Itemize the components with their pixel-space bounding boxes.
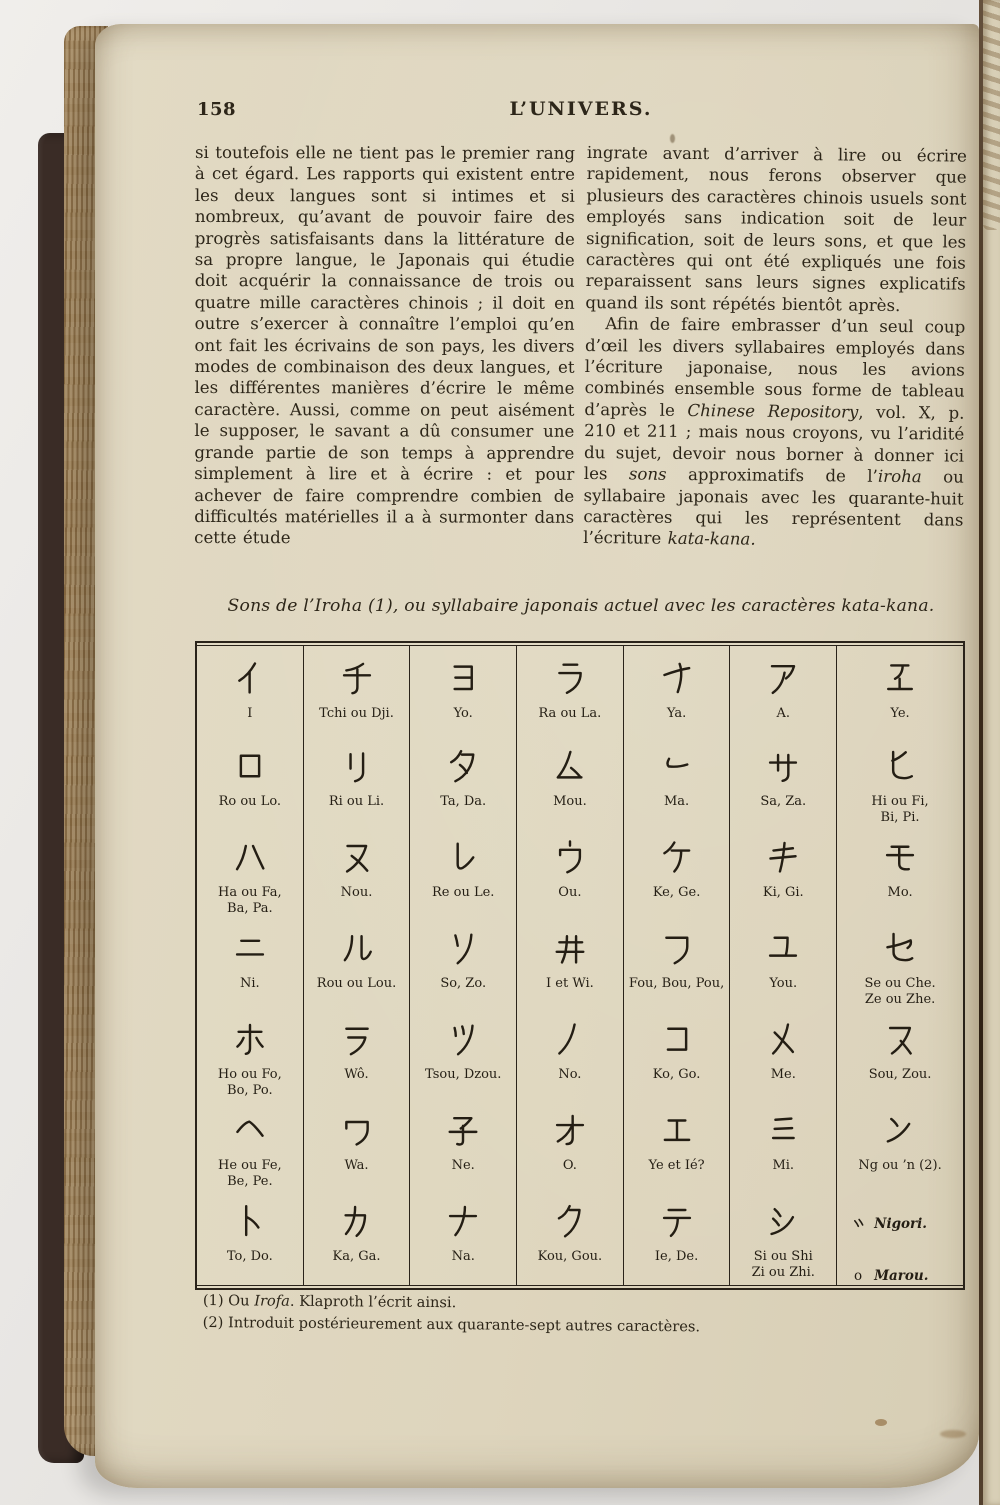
kana-label: Wa. <box>344 1158 369 1173</box>
kana-label: Ma. <box>663 794 690 809</box>
kana-cell <box>410 1098 517 1189</box>
kana-cell <box>304 1007 411 1098</box>
kana-glyph <box>837 657 963 699</box>
next-page-mottled-top <box>983 0 1000 230</box>
kana-glyph <box>837 927 963 969</box>
kana-glyph <box>197 836 303 878</box>
kana-cell <box>517 1007 624 1098</box>
kana-glyph <box>410 836 516 878</box>
kana-cell <box>517 916 624 1007</box>
kana-glyph <box>624 927 730 969</box>
paragraph: ingrate avant d’arriver à lire ou écrire rapidement, nous ferons observer que plusieurs des caractères chinois usuels sont employés sans indication soit de leur signification, soit de leurs sons, et que les caractères qui ont été expliqués une fois reparaissent sans leurs signes explicatifs quand ils sont répétés bientôt après. <box>585 142 967 315</box>
kana-label: Me. <box>770 1067 796 1082</box>
kana-cell <box>837 646 963 734</box>
table-caption: Sons de l’Iroha (1), ou syllabaire japonais actuel avec les caractères kata-kana. <box>227 596 935 616</box>
kana-cell <box>410 1189 517 1285</box>
kana-label: To, Do. <box>226 1249 273 1264</box>
kana-label: Tsou, Dzou. <box>424 1067 502 1082</box>
kana-cell <box>624 916 731 1007</box>
kana-label: Hi ou Fi, Bi, Pi. <box>871 794 929 825</box>
paper-stain <box>940 1430 966 1438</box>
kana-glyph <box>730 1109 836 1151</box>
kana-label: Ng ou ’n (2). <box>858 1158 942 1173</box>
kana-glyph <box>197 1200 303 1242</box>
diacritic-entry <box>849 1267 963 1285</box>
kana-label: Ko, Go. <box>652 1067 701 1082</box>
kana-glyph <box>837 836 963 878</box>
kana-glyph <box>304 657 410 699</box>
kana-label: Re ou Le. <box>432 885 495 900</box>
kana-cell <box>410 734 517 825</box>
kana-label: Ro ou Lo. <box>218 794 282 809</box>
kana-cell <box>730 734 837 825</box>
kana-label: Ka, Ga. <box>332 1249 381 1264</box>
kana-glyph <box>730 836 836 878</box>
kana-cell <box>410 1007 517 1098</box>
kana-table-grid <box>197 645 963 1286</box>
kana-label: Mou. <box>553 794 587 809</box>
kana-cell <box>730 1189 837 1285</box>
kana-label: Fou, Bou, Pou, <box>628 976 725 991</box>
kana-label: Ho ou Fo, Bo, Po. <box>217 1067 282 1098</box>
kana-label: Sou, Zou. <box>868 1067 932 1082</box>
kana-glyph <box>197 657 303 699</box>
text-columns <box>195 142 967 549</box>
kana-label: Ki, Gi. <box>762 885 804 900</box>
kana-label: Ie, De. <box>654 1249 699 1264</box>
kana-label: Si ou Shi Zi ou Zhi. <box>751 1249 815 1280</box>
kana-glyph <box>517 1200 623 1242</box>
kana-cell <box>304 825 411 916</box>
kana-glyph <box>410 657 516 699</box>
kana-cell <box>304 646 411 734</box>
kana-label: Kou, Gou. <box>537 1249 603 1264</box>
diacritic-label: Marou. <box>874 1268 929 1284</box>
kana-cell <box>837 734 963 825</box>
kana-label: He ou Fe, Be, Pe. <box>218 1158 282 1189</box>
kana-cell <box>517 1189 624 1285</box>
kana-cell <box>410 916 517 1007</box>
kana-table-border <box>195 641 965 1290</box>
kana-glyph <box>410 1200 516 1242</box>
kana-label: Ou. <box>558 885 582 900</box>
paper-stain <box>875 1419 887 1426</box>
paragraph: si toutefois elle ne tient pas le premier rang à cet égard. Les rapports qui existent entre les deux langues sont si intimes et si nombreux, qu’avant de pouvoir faire des progrès satisfaisants dans la littérature de sa propre langue, le Japonais qui étudie doit acquérir la connaissance de trois ou quatre mille caractères chinois ; il doit en outre s’exercer à connaître l’emploi qu’en ont fait les écrivains de son pays, les divers modes de combinaison des deux langues, et les différentes manières d’écrire le même caractère. Aussi, comme on peut aisément le supposer, le savant a dû consumer une grande partie de son temps à apprendre simplement à lire et à écrire : et pour achever de faire comprendre combien de difficultés matérielles il a à surmonter dans cette étude <box>194 143 575 548</box>
kana-cell <box>197 734 304 825</box>
kana-label: Tchi ou Dji. <box>319 706 394 721</box>
kana-glyph <box>624 1018 730 1060</box>
kana-cell <box>197 646 304 734</box>
kana-glyph <box>624 1109 730 1151</box>
book-gutter-shadow <box>979 0 983 1505</box>
kana-glyph <box>410 1109 516 1151</box>
kana-glyph <box>304 1200 410 1242</box>
kana-cell <box>730 916 837 1007</box>
kana-glyph <box>837 745 963 787</box>
kana-cell <box>837 825 963 916</box>
kana-glyph <box>730 657 836 699</box>
kana-glyph <box>624 1200 730 1242</box>
kana-glyph <box>304 1018 410 1060</box>
kana-cell <box>517 646 624 734</box>
kana-cell <box>624 1098 731 1189</box>
kana-cell <box>304 916 411 1007</box>
page-number: 158 <box>197 99 237 120</box>
kana-cell <box>304 734 411 825</box>
kana-label: Na. <box>451 1249 475 1264</box>
kana-glyph <box>730 745 836 787</box>
kana-cell <box>197 1007 304 1098</box>
kana-cell <box>517 825 624 916</box>
kana-cell <box>730 825 837 916</box>
kana-label: A. <box>776 706 791 721</box>
kana-label: No. <box>558 1067 582 1082</box>
kana-label: Ni. <box>240 976 260 991</box>
kana-label: Ye et Ié? <box>648 1158 705 1173</box>
kana-cell <box>624 734 731 825</box>
kana-cell <box>837 1189 963 1285</box>
kana-glyph <box>624 657 730 699</box>
kana-cell <box>517 734 624 825</box>
kana-glyph <box>304 745 410 787</box>
kana-label: Ye. <box>890 706 910 721</box>
kana-label: Rou ou Lou. <box>316 976 397 991</box>
kana-label: O. <box>562 1158 577 1173</box>
kana-label: Nou. <box>340 885 373 900</box>
kana-cell <box>197 1189 304 1285</box>
kana-label: Ya. <box>666 706 687 721</box>
kana-cell <box>304 1189 411 1285</box>
kana-label: So, Zo. <box>440 976 487 991</box>
kana-cell <box>197 825 304 916</box>
kana-glyph <box>517 1109 623 1151</box>
footnote: (2) Introduit postérieurement aux quarante-sept autres caractères. <box>202 1313 701 1335</box>
kana-cell <box>624 1007 731 1098</box>
kana-label: Yo. <box>453 706 473 721</box>
kana-cell <box>410 646 517 734</box>
kana-glyph <box>410 927 516 969</box>
diacritic-mark: o <box>854 1268 863 1284</box>
kana-label: You. <box>769 976 798 991</box>
kana-label: Ta, Da. <box>440 794 487 809</box>
kana-label: Ha ou Fa, Ba, Pa. <box>218 885 282 916</box>
diacritic-entry <box>849 1215 963 1233</box>
kana-glyph <box>624 745 730 787</box>
book-page <box>95 24 979 1488</box>
kana-glyph <box>730 1200 836 1242</box>
kana-cell <box>837 916 963 1007</box>
page-header <box>195 98 967 120</box>
kana-label: I et Wi. <box>546 976 594 991</box>
kana-glyph <box>197 1109 303 1151</box>
kana-glyph <box>517 745 623 787</box>
kana-cell <box>624 1189 731 1285</box>
kana-glyph <box>517 927 623 969</box>
kana-glyph <box>304 1109 410 1151</box>
kana-glyph <box>730 927 836 969</box>
footnote: (1) Ou Irofa. Klaproth l’écrit ainsi. <box>202 1291 457 1312</box>
kana-glyph <box>197 1018 303 1060</box>
kana-glyph <box>837 1018 963 1060</box>
kana-label: Se ou Che. Ze ou Zhe. <box>864 976 936 1007</box>
kana-label: Ri ou Li. <box>328 794 385 809</box>
kana-label: Wô. <box>344 1067 369 1082</box>
kana-label: Sa, Za. <box>760 794 807 809</box>
kana-cell <box>304 1098 411 1189</box>
kana-glyph <box>730 1018 836 1060</box>
kana-label: I <box>247 706 253 721</box>
kana-cell <box>197 916 304 1007</box>
kana-label: Mi. <box>772 1158 795 1173</box>
kana-cell <box>410 825 517 916</box>
footnotes <box>203 1290 883 1339</box>
kana-table <box>195 641 965 1290</box>
running-title: L’UNIVERS. <box>509 98 653 120</box>
kana-glyph <box>517 1018 623 1060</box>
kana-glyph <box>410 1018 516 1060</box>
kana-cell <box>730 1007 837 1098</box>
kana-glyph <box>304 836 410 878</box>
kana-cell <box>837 1007 963 1098</box>
text-column-right <box>583 142 967 552</box>
diacritic-label: Nigori. <box>874 1216 927 1232</box>
kana-cell <box>197 1098 304 1189</box>
kana-cell <box>730 1098 837 1189</box>
kana-glyph <box>304 927 410 969</box>
kana-label: Ne. <box>451 1158 475 1173</box>
kana-glyph <box>197 745 303 787</box>
kana-label: Ra ou La. <box>538 706 602 721</box>
kana-glyph <box>624 836 730 878</box>
diacritic-mark <box>849 1215 867 1233</box>
kana-glyph <box>517 836 623 878</box>
kana-cell <box>624 646 731 734</box>
kana-cell <box>624 825 731 916</box>
kana-glyph <box>517 657 623 699</box>
kana-label: Mo. <box>887 885 913 900</box>
kana-glyph <box>837 1109 963 1151</box>
text-column-left <box>194 142 575 550</box>
kana-glyph <box>410 745 516 787</box>
kana-glyph <box>197 927 303 969</box>
kana-cell <box>517 1098 624 1189</box>
kana-cell <box>837 1098 963 1189</box>
kana-cell <box>730 646 837 734</box>
kana-label: Ke, Ge. <box>652 885 701 900</box>
paragraph: Afin de faire embrasser d’un seul coup d’œil les divers syllabaires employés dans l’écriture japonaise, nous les avions combinés ensemble sous forme de tableau d’après le Chinese Repository, vol. X, p. 210 et 211 ; mais nous croyons, vu l’aridité du sujet, devoir nous borner à donner ici les sons approximatifs de l’iroha ou syllabaire japonais avec les quarante-huit caractères qui les représentent dans l’écriture kata-kana. <box>583 314 966 549</box>
